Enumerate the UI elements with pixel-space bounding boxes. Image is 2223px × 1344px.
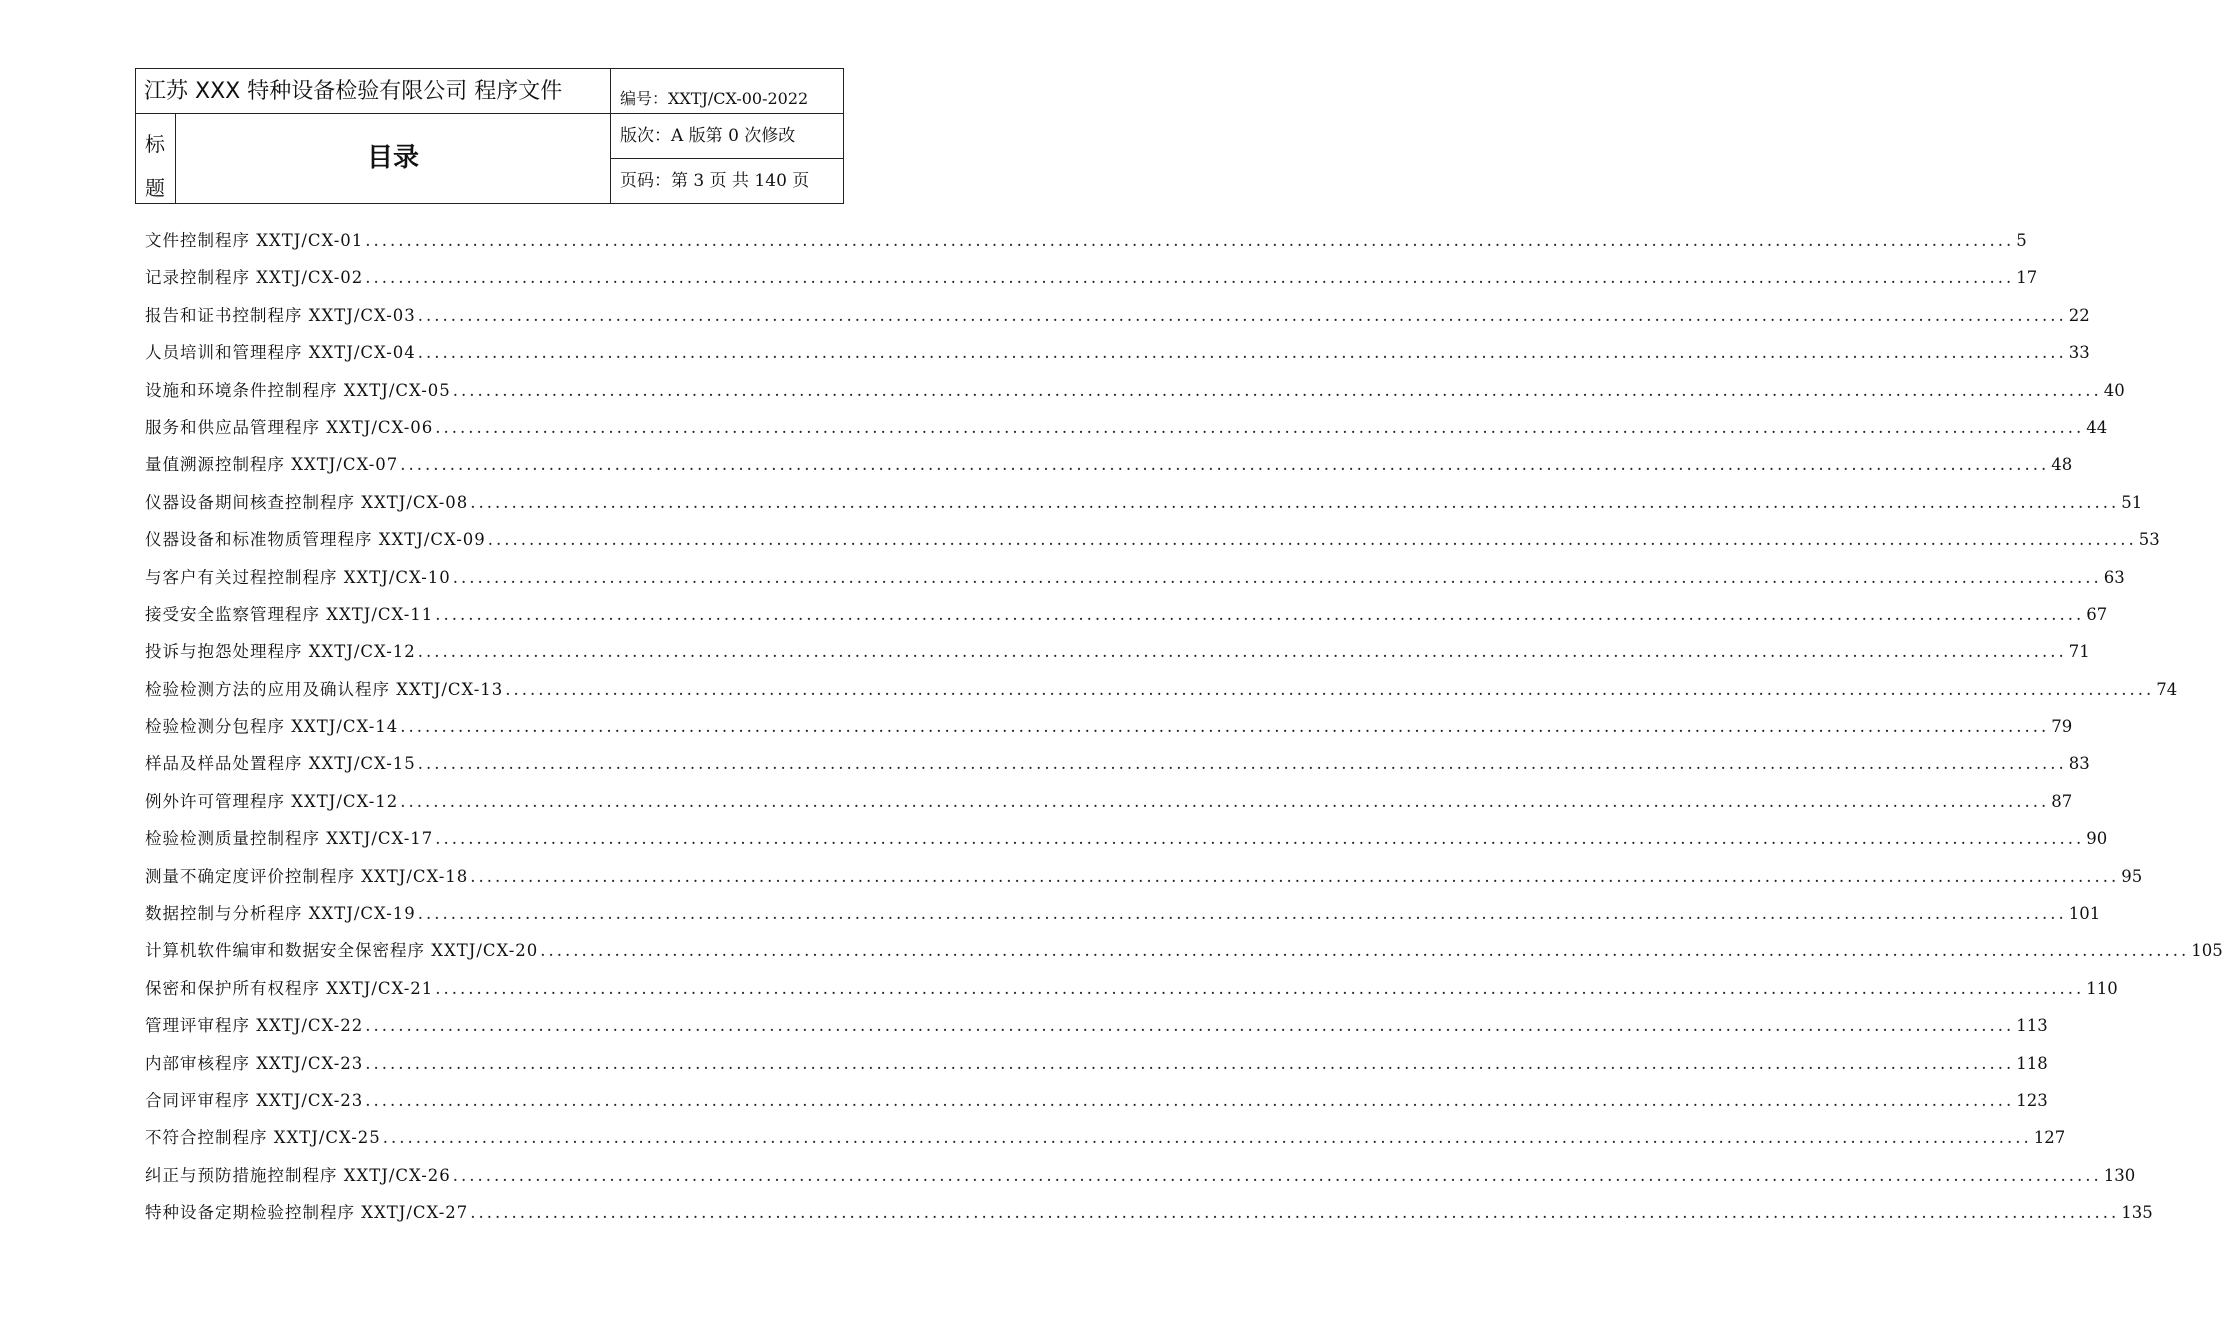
toc-entry[interactable] (145, 1157, 2136, 1194)
toc-entry-title: 与客户有关过程控制程序 XXTJ/CX-10 (145, 567, 451, 587)
toc-entry-page: 22 (2068, 305, 2090, 325)
document-header-table (135, 68, 844, 204)
document-title: 目录 (176, 114, 611, 203)
toc-entry-title: 仪器设备期间核查控制程序 XXTJ/CX-08 (145, 492, 469, 512)
toc-entry-title: 合同评审程序 XXTJ/CX-23 (145, 1090, 364, 1110)
toc-entry-page: 90 (2086, 829, 2108, 849)
toc-dot-leader: ........................................................................................................................................................................................................ (417, 904, 2067, 924)
table-of-contents (145, 222, 2223, 1232)
toc-entry-page: 74 (2156, 679, 2178, 699)
toc-entry[interactable] (145, 1194, 2153, 1231)
title-label (136, 114, 176, 203)
toc-entry-title: 保密和保护所有权程序 XXTJ/CX-21 (145, 978, 434, 998)
toc-entry-title: 纠正与预防措施控制程序 XXTJ/CX-26 (145, 1165, 451, 1185)
toc-entry-page: 44 (2086, 417, 2108, 437)
toc-entry-title: 量值溯源控制程序 XXTJ/CX-07 (145, 455, 399, 475)
toc-entry[interactable] (145, 446, 2073, 483)
toc-dot-leader: ........................................................................................................................................................................................................ (452, 567, 2102, 587)
toc-entry-title: 仪器设备和标准物质管理程序 XXTJ/CX-09 (145, 530, 486, 550)
toc-entry-page: 105 (2191, 941, 2223, 961)
toc-entry-title: 投诉与抱怨处理程序 XXTJ/CX-12 (145, 642, 416, 662)
toc-entry[interactable] (145, 970, 2118, 1007)
toc-entry-title: 例外许可管理程序 XXTJ/CX-12 (145, 791, 399, 811)
toc-dot-leader: ........................................................................................................................................................................................................ (400, 455, 2050, 475)
toc-entry-page: 40 (2103, 380, 2125, 400)
toc-dot-leader: ........................................................................................................................................................................................................ (365, 1016, 2015, 1036)
toc-entry[interactable] (145, 1045, 2048, 1082)
toc-entry[interactable] (145, 596, 2108, 633)
toc-entry[interactable] (145, 858, 2143, 895)
toc-entry[interactable] (145, 409, 2108, 446)
toc-dot-leader: ........................................................................................................................................................................................................ (365, 1053, 2015, 1073)
toc-entry[interactable] (145, 1082, 2048, 1119)
toc-entry-title: 记录控制程序 XXTJ/CX-02 (145, 268, 364, 288)
toc-dot-leader: ........................................................................................................................................................................................................ (365, 1090, 2015, 1110)
toc-dot-leader: ........................................................................................................................................................................................................ (487, 530, 2137, 550)
toc-entry-page: 63 (2103, 567, 2125, 587)
title-label-char-2: 题 (145, 176, 165, 200)
toc-entry[interactable] (145, 671, 2178, 708)
toc-entry-page: 118 (2016, 1053, 2048, 1073)
toc-entry-page: 71 (2068, 642, 2090, 662)
toc-dot-leader: ........................................................................................................................................................................................................ (435, 604, 2085, 624)
toc-dot-leader: ........................................................................................................................................................................................................ (382, 1128, 2032, 1148)
toc-entry-page: 110 (2086, 978, 2118, 998)
toc-entry-page: 127 (2033, 1128, 2066, 1148)
toc-entry[interactable] (145, 745, 2090, 782)
toc-entry-title: 检验检测方法的应用及确认程序 XXTJ/CX-13 (145, 679, 504, 699)
toc-entry-page: 95 (2121, 866, 2143, 886)
toc-entry-page: 79 (2051, 717, 2073, 737)
toc-entry-page: 48 (2051, 455, 2073, 475)
toc-entry-page: 17 (2016, 268, 2038, 288)
toc-dot-leader: ........................................................................................................................................................................................................ (435, 417, 2085, 437)
toc-dot-leader: ........................................................................................................................................................................................................ (435, 829, 2085, 849)
toc-entry[interactable] (145, 484, 2143, 521)
toc-entry-page: 33 (2068, 343, 2090, 363)
title-label-char-1: 标 (145, 132, 165, 156)
toc-entry-page: 53 (2138, 530, 2160, 550)
page-info: 页码：第 3 页 共 140 页 (620, 171, 810, 191)
toc-entry-title: 接受安全监察管理程序 XXTJ/CX-11 (145, 604, 434, 624)
toc-entry-title: 计算机软件编审和数据安全保密程序 XXTJ/CX-20 (145, 941, 539, 961)
toc-entry-title: 检验检测分包程序 XXTJ/CX-14 (145, 717, 399, 737)
toc-entry-title: 内部审核程序 XXTJ/CX-23 (145, 1053, 364, 1073)
toc-dot-leader: ........................................................................................................................................................................................................ (400, 717, 2050, 737)
toc-dot-leader: ........................................................................................................................................................................................................ (435, 978, 2085, 998)
toc-dot-leader: ........................................................................................................................................................................................................ (452, 1165, 2102, 1185)
toc-entry-page: 101 (2068, 904, 2101, 924)
company-name: 江苏 XXX 特种设备检验有限公司 程序文件 (136, 69, 611, 114)
document-version: 版次：A 版第 0 次修改 (611, 114, 843, 159)
toc-dot-leader: ........................................................................................................................................................................................................ (470, 866, 2120, 886)
toc-dot-leader: ........................................................................................................................................................................................................ (365, 231, 2015, 250)
toc-entry-page: 113 (2016, 1016, 2048, 1036)
toc-entry-title: 服务和供应品管理程序 XXTJ/CX-06 (145, 417, 434, 437)
toc-entry[interactable] (145, 895, 2101, 932)
toc-dot-leader: ........................................................................................................................................................................................................ (470, 492, 2120, 512)
toc-entry-page: 5 (2016, 231, 2027, 250)
toc-dot-leader: ........................................................................................................................................................................................................ (417, 642, 2067, 662)
toc-dot-leader: ........................................................................................................................................................................................................ (365, 268, 2015, 288)
toc-entry-page: 135 (2121, 1203, 2153, 1223)
toc-entry-title: 样品及样品处置程序 XXTJ/CX-15 (145, 754, 416, 774)
toc-entry[interactable] (145, 559, 2125, 596)
toc-dot-leader: ........................................................................................................................................................................................................ (417, 343, 2067, 363)
toc-entry-page: 67 (2086, 604, 2108, 624)
toc-entry-page: 87 (2051, 791, 2073, 811)
toc-entry-page: 130 (2103, 1165, 2136, 1185)
toc-entry[interactable] (145, 297, 2090, 334)
toc-entry-title: 不符合控制程序 XXTJ/CX-25 (145, 1128, 381, 1148)
toc-entry-title: 检验检测质量控制程序 XXTJ/CX-17 (145, 829, 434, 849)
toc-entry-title: 报告和证书控制程序 XXTJ/CX-03 (145, 305, 416, 325)
toc-entry[interactable] (145, 820, 2108, 857)
toc-entry-title: 管理评审程序 XXTJ/CX-22 (145, 1016, 364, 1036)
toc-dot-leader: ........................................................................................................................................................................................................ (400, 791, 2050, 811)
toc-dot-leader: ........................................................................................................................................................................................................ (540, 941, 2190, 961)
toc-entry[interactable] (145, 521, 2160, 558)
toc-entry[interactable] (145, 222, 2027, 259)
toc-dot-leader: ........................................................................................................................................................................................................ (505, 679, 2155, 699)
toc-entry-page: 51 (2121, 492, 2143, 512)
toc-entry[interactable] (145, 633, 2090, 670)
toc-entry-title: 测量不确定度评价控制程序 XXTJ/CX-18 (145, 866, 469, 886)
toc-entry-title: 文件控制程序 XXTJ/CX-01 (145, 231, 364, 250)
toc-entry-title: 特种设备定期检验控制程序 XXTJ/CX-27 (145, 1203, 469, 1223)
toc-dot-leader: ........................................................................................................................................................................................................ (452, 380, 2102, 400)
toc-dot-leader: ........................................................................................................................................................................................................ (470, 1203, 2120, 1223)
toc-entry[interactable] (145, 1119, 2066, 1156)
toc-entry-title: 数据控制与分析程序 XXTJ/CX-19 (145, 904, 416, 924)
toc-entry[interactable] (145, 783, 2073, 820)
toc-entry[interactable] (145, 932, 2223, 969)
toc-entry[interactable] (145, 1007, 2048, 1044)
toc-entry[interactable] (145, 708, 2073, 745)
toc-entry-title: 设施和环境条件控制程序 XXTJ/CX-05 (145, 380, 451, 400)
document-code: 编号：XXTJ/CX-00-2022 (611, 69, 843, 114)
toc-entry-page: 123 (2016, 1090, 2048, 1110)
toc-entry[interactable] (145, 259, 2038, 296)
toc-dot-leader: ........................................................................................................................................................................................................ (417, 754, 2067, 774)
toc-entry[interactable] (145, 334, 2090, 371)
toc-entry-title: 人员培训和管理程序 XXTJ/CX-04 (145, 343, 416, 363)
toc-entry-page: 83 (2068, 754, 2090, 774)
toc-dot-leader: ........................................................................................................................................................................................................ (417, 305, 2067, 325)
toc-entry[interactable] (145, 372, 2125, 409)
